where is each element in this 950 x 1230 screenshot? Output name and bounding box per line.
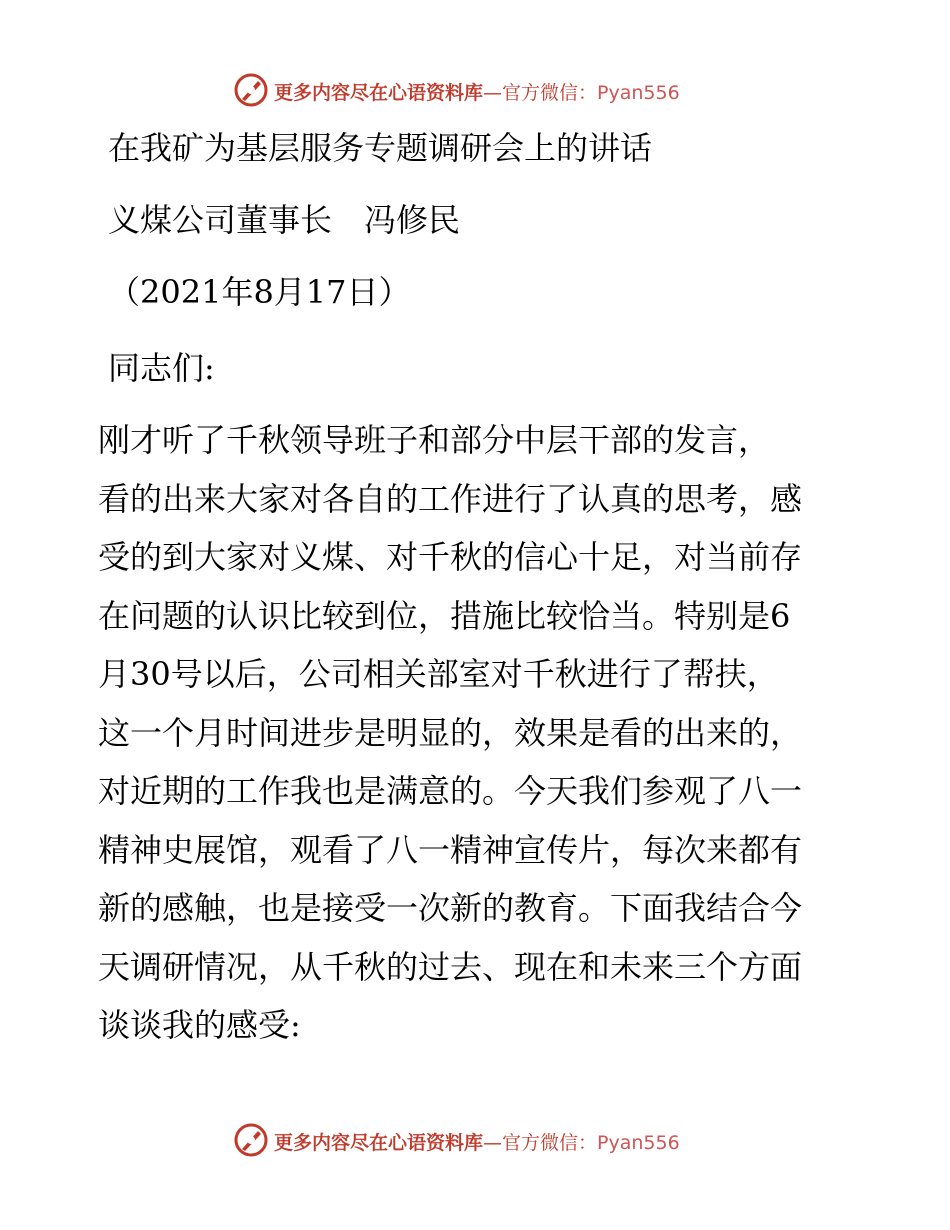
document-title: 在我矿为基层服务专题调研会上的讲话: [108, 129, 653, 167]
watermark-text: [274, 1128, 680, 1155]
body-line: 刚才听了千秋领导班子和部分中层干部的发言，: [98, 421, 771, 459]
watermark-wechat: Pyan556: [597, 82, 680, 104]
body-line: 在问题的认识比较到位，措施比较恰当。特别是6: [98, 596, 791, 635]
watermark-dash: —官方微信：: [483, 1132, 598, 1154]
watermark-wechat: Pyan556: [597, 1132, 680, 1154]
document-date: （2021年8月17日）: [108, 273, 411, 311]
document-author: 义煤公司董事长 冯修民: [108, 201, 461, 239]
watermark-dash: —官方微信：: [483, 82, 598, 104]
quill-pen-logo: [233, 1122, 269, 1158]
body-line: 谈谈我的感受:: [98, 1006, 301, 1044]
body-line: 看的出来大家对各自的工作进行了认真的思考，感: [98, 479, 803, 518]
body-line: 月30号以后，公司相关部室对千秋进行了帮扶，: [98, 655, 779, 693]
document-body: [98, 420, 858, 1064]
body-line: 这一个月时间进步是明显的，效果是看的出来的，: [98, 713, 803, 752]
watermark-text: [274, 78, 680, 105]
header-watermark: [0, 70, 950, 110]
body-line: 新的感触，也是接受一次新的教育。下面我结合今: [98, 889, 803, 927]
watermark-main: 更多内容尽在心语资料库: [274, 82, 484, 104]
body-line: 受的到大家对义煤、对千秋的信心十足，对当前存: [98, 538, 803, 576]
body-line: 精神史展馆，观看了八一精神宣传片，每次来都有: [98, 830, 803, 869]
watermark-main: 更多内容尽在心语资料库: [274, 1132, 484, 1154]
quill-pen-logo: [233, 72, 269, 108]
body-line: 天调研情况，从千秋的过去、现在和未来三个方面: [98, 947, 803, 986]
salutation: 同志们:: [108, 349, 215, 387]
footer-watermark: [0, 1120, 950, 1160]
body-line: 对近期的工作我也是满意的。今天我们参观了八一: [98, 772, 803, 810]
